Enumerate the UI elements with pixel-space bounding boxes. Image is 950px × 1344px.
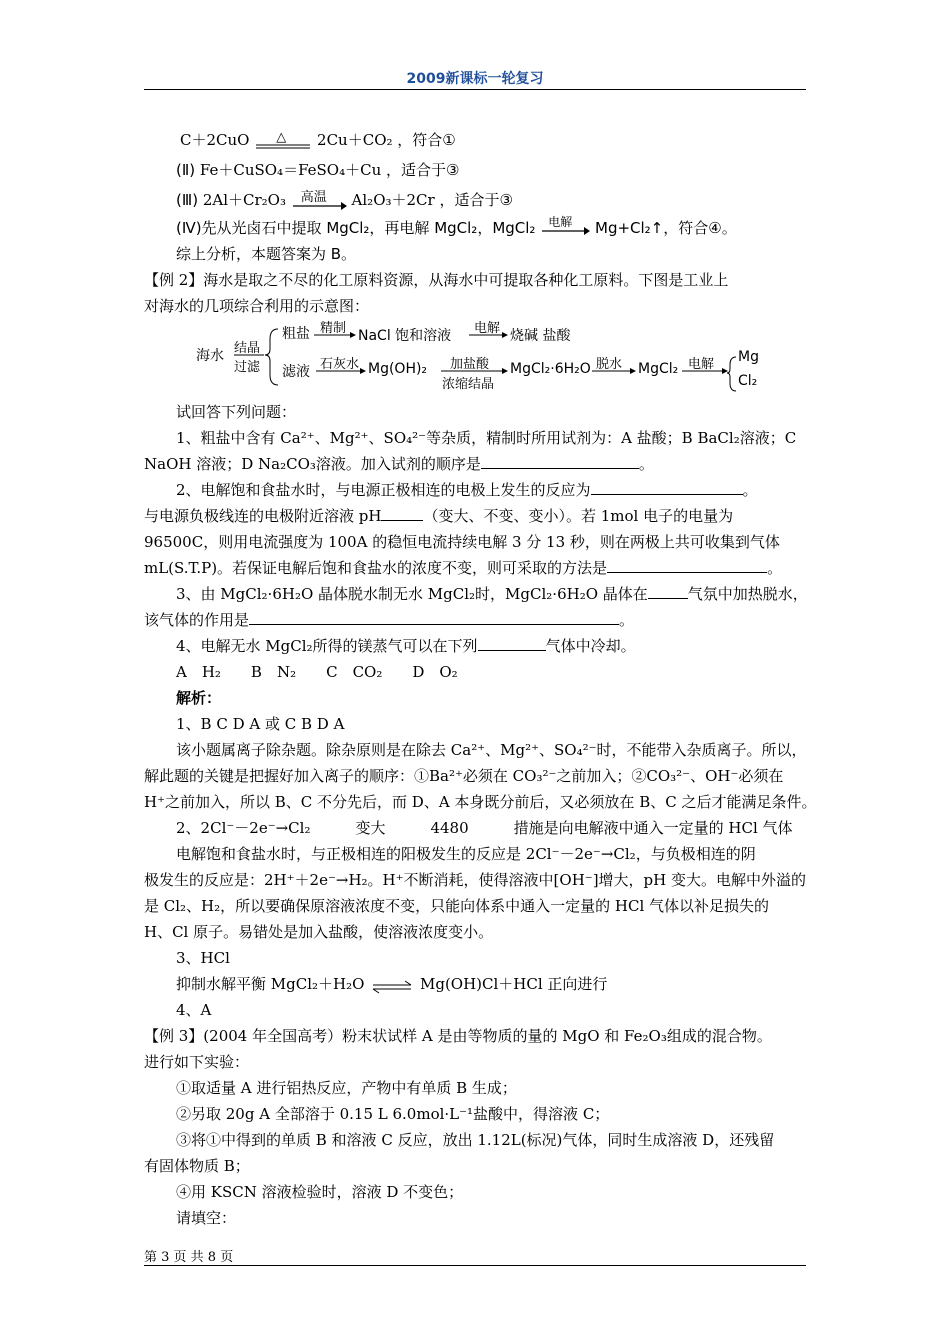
equilibrium-icon bbox=[369, 979, 415, 995]
flow-bottom-node-2: MgCl₂·6H₂O bbox=[510, 361, 591, 377]
flow-bottom-arrow-3: 脱水 bbox=[596, 357, 623, 372]
eq1-rhs: 2Cu＋CO₂ bbox=[317, 131, 393, 149]
example2-intro-2: 对海水的几项综合利用的示意图： bbox=[144, 297, 370, 315]
question-2-text: 2、电解饱和食盐水时，与电源正极相连的电极上发生的反应为 bbox=[176, 481, 591, 499]
flow-end-bottom: Cl₂ bbox=[738, 373, 758, 389]
flow-bottom-arrow-1: 石灰水 bbox=[320, 357, 360, 372]
example3-fill-prompt: 请填空： bbox=[176, 1209, 237, 1227]
example3-step-1: ①取适量 A 进行铝热反应，产物中有单质 B 生成； bbox=[176, 1079, 517, 1097]
page-header-title: 2009新课标一轮复习 bbox=[406, 71, 544, 87]
flow-bottom-arrow-2-bottom: 浓缩结晶 bbox=[442, 377, 495, 392]
high-temp-arrow bbox=[291, 189, 347, 213]
flow-bottom-arrow-4: 电解 bbox=[688, 357, 715, 372]
analysis-2-para-4: H、Cl 原子。易错处是加入盐酸，使溶液浓度变小。 bbox=[144, 923, 494, 941]
hydrolysis-text-right: Mg(OH)Cl＋HCl 正向进行 bbox=[419, 975, 608, 993]
question-2d-end: 。 bbox=[767, 559, 783, 577]
analysis-answer-3: 3、HCl bbox=[176, 949, 230, 967]
question-1-end: 。 bbox=[638, 455, 654, 473]
flow-start-arrow-top: 结晶 bbox=[234, 341, 261, 356]
analysis-answer-1: 1、B C D A 或 C B D A bbox=[176, 715, 345, 733]
footer-rule bbox=[144, 1265, 806, 1266]
answer-blank-2d[interactable] bbox=[607, 556, 767, 573]
flow-top-node-1: NaCl 饱和溶液 bbox=[358, 328, 452, 344]
example2-prompt: 试回答下列问题： bbox=[176, 403, 297, 421]
question-2d-text: mL(S.T.P)。若保证电解后饱和食盐水的浓度不变，则可采取的方法是 bbox=[144, 559, 608, 577]
iv-condition: 电解 bbox=[548, 214, 573, 229]
example3-step-3a: ③将①中得到的单质 B 和溶液 C 反应，放出 1.12L(标况)气体，同时生成溶液 D，还残留 bbox=[176, 1131, 775, 1149]
example3-step-4: ④用 KSCN 溶液检验时，溶液 D 不变色； bbox=[176, 1183, 464, 1201]
equation-1 bbox=[144, 125, 806, 155]
analysis-answer-2: 2、2Cl⁻－2e⁻→Cl₂ 变大 4480 措施是向电解液中通入一定量的 HCl 气体 bbox=[176, 819, 793, 837]
iv-rhs: Mg+Cl₂↑，符合④。 bbox=[595, 219, 737, 237]
flow-bottom-arrow-2-top: 加盐酸 bbox=[450, 357, 490, 372]
equation-3 bbox=[144, 185, 806, 215]
example3-intro-1: 【例 3】(2004 年全国高考）粉末状试样 A 是由等物质的量的 MgO 和 Fe₂O₃组成的混合物。 bbox=[144, 1027, 772, 1045]
answer-blank-2a[interactable] bbox=[591, 478, 743, 495]
flow-top-branch: 粗盐 bbox=[282, 326, 310, 342]
analysis-3-para-1 bbox=[144, 971, 806, 997]
header-rule bbox=[144, 89, 806, 90]
question-2b-text: 与电源负极线连的电极附近溶液 pH bbox=[144, 507, 382, 525]
answer-blank-3b[interactable] bbox=[249, 608, 619, 625]
flow-bottom-branch: 滤液 bbox=[282, 364, 310, 380]
electrolysis-arrow bbox=[540, 214, 590, 241]
question-4-end: 气体中冷却。 bbox=[545, 637, 636, 655]
method-iv bbox=[144, 215, 806, 241]
heat-condition-arrow bbox=[254, 129, 312, 153]
question-2-line-4 bbox=[144, 555, 806, 581]
eq3-note: ，适合于③ bbox=[439, 191, 513, 209]
question-1-line-2 bbox=[144, 451, 806, 477]
flow-top-arrow-2: 电解 bbox=[474, 321, 501, 336]
question-4-options: A H₂ B N₂ C CO₂ D O₂ bbox=[176, 663, 458, 681]
eq3-label: (Ⅲ) bbox=[176, 191, 199, 209]
answer-blank-1[interactable] bbox=[481, 452, 639, 469]
flow-bottom-node-1: Mg(OH)₂ bbox=[368, 361, 428, 377]
flow-top-node-2: 烧碱 盐酸 bbox=[510, 328, 571, 344]
flow-start-arrow-bottom: 过滤 bbox=[234, 360, 261, 375]
flow-end-top: Mg bbox=[738, 349, 759, 365]
analysis-title: 解析： bbox=[176, 689, 222, 707]
analysis-2-para-1: 电解饱和食盐水时，与正极相连的阳极发生的反应是 2Cl⁻－2e⁻→Cl₂，与负极相连的阴 bbox=[176, 845, 756, 863]
page-footer: 第 3 页 共 8 页 bbox=[144, 1250, 234, 1265]
question-4-line-1 bbox=[144, 633, 806, 659]
question-3-end: 气氛中加热脱水， bbox=[687, 585, 808, 603]
analysis-answer-4: 4、A bbox=[176, 1001, 212, 1019]
question-2-line-1 bbox=[144, 477, 806, 503]
equation-2 bbox=[144, 155, 806, 185]
eq3-condition: 高温 bbox=[300, 190, 327, 205]
eq3-rhs: Al₂O₃＋2Cr bbox=[351, 191, 435, 209]
question-1-line-1: 1、粗盐中含有 Ca²⁺、Mg²⁺、SO₄²⁻等杂质，精制时所用试剂为：A 盐酸；B BaCl₂溶液；C bbox=[176, 429, 797, 447]
question-3-line-2 bbox=[144, 607, 806, 633]
analysis-1-para-1: 该小题属离子除杂题。除杂原则是在除去 Ca²⁺、Mg²⁺、SO₄²⁻时，不能带入杂质离子。所以， bbox=[176, 741, 807, 759]
hydrolysis-text-left: 抑制水解平衡 MgCl₂＋H₂O bbox=[176, 975, 365, 993]
question-2-line-2 bbox=[144, 503, 806, 529]
analysis-1-para-2: 解此题的关键是把握好加入离子的顺序：①Ba²⁺必须在 CO₃²⁻之前加入；②CO₃²⁻、OH⁻必须在 bbox=[144, 767, 784, 785]
eq1-condition: △ bbox=[276, 130, 287, 145]
analysis-1-para-3: H⁺之前加入，所以 B、C 不分先后，而 D、A 本身既分前后，又必须放在 B、C 之后才能满足条件。 bbox=[144, 793, 817, 811]
summary-text: 综上分析，本题答案为 B。 bbox=[176, 245, 357, 263]
example3-step-3b: 有固体物质 B； bbox=[144, 1157, 250, 1175]
eq3-lhs: 2Al＋Cr₂O₃ bbox=[202, 191, 286, 209]
eq2-label: (Ⅱ) bbox=[176, 161, 196, 179]
example3-intro-2: 进行如下实验： bbox=[144, 1053, 250, 1071]
seawater-flow-diagram bbox=[144, 319, 806, 399]
question-3-line-1 bbox=[144, 581, 806, 607]
flow-bottom-node-3: MgCl₂ bbox=[638, 361, 679, 377]
summary-line bbox=[144, 241, 806, 267]
question-2-line-3: 96500C，则用电流强度为 100A 的稳恒电流持续电解 3 分 13 秒，则在两极上共可收集到气体 bbox=[144, 533, 780, 551]
answer-blank-2b[interactable] bbox=[381, 504, 423, 521]
equilibrium-arrow bbox=[369, 977, 415, 993]
analysis-2-para-3: 是 Cl₂、H₂，所以要确保原溶液浓度不变，只能向体系中通入一定量的 HCl 气体以补足损失的 bbox=[144, 897, 770, 915]
question-4-text: 4、电解无水 MgCl₂所得的镁蒸气可以在下列 bbox=[176, 637, 478, 655]
question-2-end: 。 bbox=[742, 481, 758, 499]
page-body bbox=[144, 125, 817, 1231]
flow-top-arrow-1: 精制 bbox=[320, 321, 347, 336]
question-3-text: 3、由 MgCl₂·6H₂O 晶体脱水制无水 MgCl₂时，MgCl₂·6H₂O 晶体在 bbox=[176, 585, 648, 603]
question-2b-end: （变大、不变、变小）。若 1mol 电子的电量为 bbox=[423, 507, 734, 525]
iv-text: (Ⅳ)先从光卤石中提取 MgCl₂，再电解 MgCl₂，MgCl₂ bbox=[176, 219, 536, 237]
example3-step-2: ②另取 20g A 全部溶于 0.15 L 6.0mol·L⁻¹盐酸中，得溶液 C； bbox=[176, 1105, 610, 1123]
analysis-2-para-2: 极发生的反应是：2H⁺＋2e⁻→H₂。H⁺不断消耗，使得溶液中[OH⁻]增大，pH 变大。电解中外溢的 bbox=[144, 871, 806, 889]
answer-blank-4[interactable] bbox=[478, 634, 546, 651]
eq1-note: ，符合① bbox=[397, 131, 456, 149]
example2-intro-1: 【例 2】海水是取之不尽的化工原料资源，从海水中可提取各种化工原料。下图是工业上 bbox=[144, 271, 729, 289]
eq1-lhs: C＋2CuO bbox=[180, 131, 250, 149]
answer-blank-3a[interactable] bbox=[648, 582, 688, 599]
question-1-text: NaOH 溶液；D Na₂CO₃溶液。加入试剂的顺序是 bbox=[144, 455, 481, 473]
eq2-body: Fe＋CuSO₄＝FeSO₄＋Cu bbox=[199, 161, 382, 179]
flow-start: 海水 bbox=[196, 348, 224, 364]
eq2-note: ，适合于③ bbox=[386, 161, 460, 179]
question-3b-end: 。 bbox=[619, 611, 635, 629]
question-3b-text: 该气体的作用是 bbox=[144, 611, 250, 629]
